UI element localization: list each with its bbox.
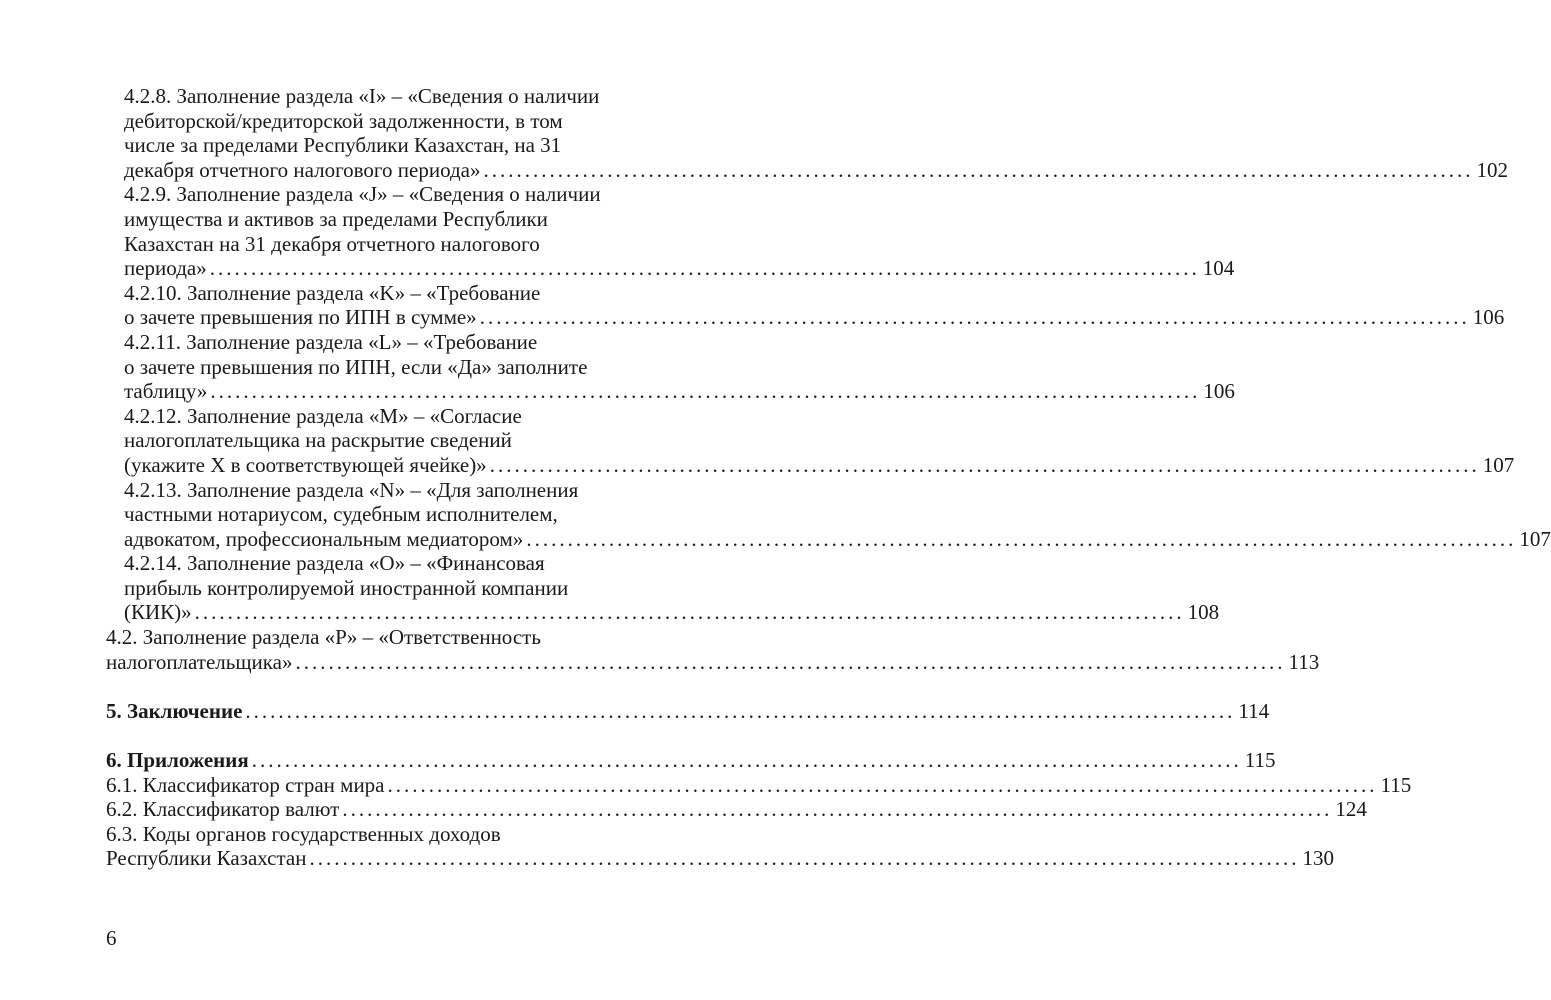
toc-entry-text: 4.2.13. Заполнение раздела «N» – «Для заполнения — [124, 477, 579, 502]
toc-entry-text: 5. Заключение — [106, 698, 243, 723]
dot-leader: ........................................................................................................................ — [387, 772, 1378, 797]
toc-entry-4-2-13[interactable] — [106, 477, 1551, 552]
toc-page-number: 104 — [1202, 256, 1235, 281]
dot-leader: ........................................................................................................................ — [210, 379, 1201, 404]
dot-leader: ........................................................................................................................ — [526, 526, 1517, 551]
toc-entry-text: 4.2.9. Заполнение раздела «J» – «Сведения о наличии — [124, 182, 601, 207]
dot-leader: ........................................................................................................................ — [483, 157, 1474, 182]
toc-entry-text: таблицу» — [124, 379, 208, 404]
toc-entry-6-3[interactable] — [106, 821, 1334, 871]
toc-entry-text: налогоплательщика на раскрытие сведений — [124, 428, 512, 453]
toc-entry-text: прибыль контролируемой иностранной компании — [124, 575, 569, 600]
toc-entry-text: (КИК)» — [124, 600, 192, 625]
dot-leader: ........................................................................................................................ — [295, 649, 1286, 674]
dot-leader: ........................................................................................................................ — [194, 600, 1185, 625]
toc-entry-text: 6.3. Коды органов государственных доходов — [106, 821, 501, 846]
toc-entry-text: 4.2. Заполнение раздела «P» – «Ответственность — [106, 625, 541, 650]
toc-entry-4-2-10[interactable] — [106, 280, 1505, 330]
page-number: 6 — [106, 926, 117, 950]
toc-entry-text: числе за пределами Республики Казахстан, на 31 — [124, 133, 562, 158]
dot-leader: ........................................................................................................................ — [209, 256, 1200, 281]
toc-page-number: 107 — [1519, 526, 1551, 551]
toc-page-number: 106 — [1203, 379, 1235, 404]
toc-entry-text: частными нотариусом, судебным исполнителем, — [124, 502, 558, 527]
toc-entry-6-2[interactable] — [106, 797, 1367, 822]
toc-entry-text: 4.2.14. Заполнение раздела «O» – «Финансовая — [124, 551, 545, 576]
toc-entry-text: декабря отчетного налогового периода» — [124, 157, 481, 182]
toc-page-number: 114 — [1238, 698, 1270, 723]
toc-entry-text: дебиторской/кредиторской задолженности, в том — [124, 108, 563, 133]
toc-entry-text: периода» — [124, 256, 207, 281]
toc-entry-6-1[interactable] — [106, 772, 1412, 798]
toc-page-number: 130 — [1302, 846, 1334, 871]
toc-page-number: 108 — [1187, 600, 1220, 625]
toc-entry-text: имущества и активов за пределами Республики — [124, 206, 548, 231]
toc-entry-text: 6.1. Классификатор стран мира — [106, 772, 385, 797]
toc-entry-6[interactable] — [106, 748, 1276, 773]
toc-entry-text: (укажите X в соответствующей ячейке)» — [124, 452, 487, 477]
dot-leader: ........................................................................................................................ — [479, 305, 1470, 330]
toc-entry-4-2-14[interactable] — [106, 551, 1220, 625]
toc-entry-text: 6. Приложения — [106, 748, 249, 773]
toc-entry-5[interactable] — [106, 698, 1270, 724]
toc-entry-text: адвокатом, профессиональным медиатором» — [124, 526, 524, 551]
toc-entry-4-2-p[interactable] — [106, 625, 1320, 674]
toc-entry-text: Республики Казахстан — [106, 846, 307, 871]
toc-entry-text: 4.2.8. Заполнение раздела «I» – «Сведения о наличии — [124, 84, 600, 108]
toc-page-number: 106 — [1472, 305, 1505, 330]
dot-leader: ........................................................................................................................ — [342, 797, 1333, 822]
toc-page-number: 115 — [1244, 748, 1276, 773]
toc-page-number: 115 — [1380, 772, 1412, 797]
toc-entry-text: 4.2.12. Заполнение раздела «M» – «Согласие — [124, 403, 522, 428]
toc-page-number: 107 — [1482, 452, 1515, 477]
toc-page-number: 124 — [1335, 797, 1367, 822]
spacer — [106, 674, 694, 699]
spacer — [106, 723, 694, 748]
toc-entry-4-2-8[interactable] — [106, 84, 1508, 182]
toc-entry-text: о зачете превышения по ИПН в сумме» — [124, 305, 477, 330]
toc-entry-text: налогоплательщика» — [106, 649, 293, 674]
toc-entry-text: 6.2. Классификатор валют — [106, 797, 340, 822]
dot-leader: ........................................................................................................................ — [245, 698, 1236, 723]
toc-entry-4-2-11[interactable] — [106, 329, 1235, 404]
toc-entry-text: о зачете превышения по ИПН, если «Да» заполните — [124, 354, 588, 379]
toc-entry-text: Казахстан на 31 декабря отчетного налогового — [124, 231, 540, 256]
toc-entry-4-2-9[interactable] — [106, 182, 1235, 281]
toc-entry-text: 4.2.10. Заполнение раздела «K» – «Требование — [124, 280, 541, 305]
toc-entry-4-2-12[interactable] — [106, 403, 1515, 478]
toc-page-number: 113 — [1288, 649, 1320, 674]
dot-leader: ........................................................................................................................ — [489, 452, 1480, 477]
toc-page-number: 102 — [1476, 157, 1508, 182]
dot-leader: ........................................................................................................................ — [251, 748, 1242, 773]
table-of-contents — [106, 84, 1551, 871]
toc-entry-text: 4.2.11. Заполнение раздела «L» – «Требование — [124, 329, 538, 354]
dot-leader: ........................................................................................................................ — [309, 846, 1300, 871]
